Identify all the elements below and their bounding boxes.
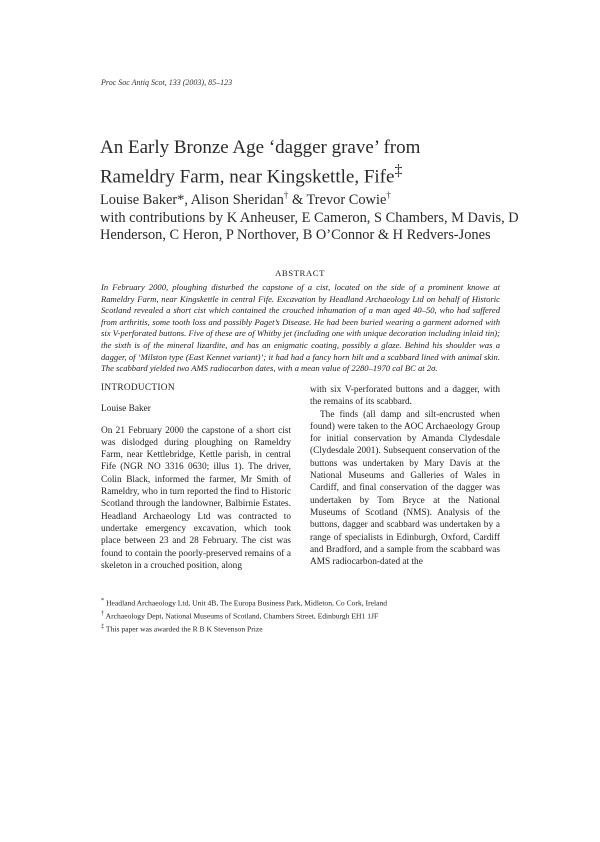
author-name: Trevor Cowie — [306, 191, 387, 208]
contributors: with contributions by K Anheuser, E Cameron, S Chambers, M Davis, D Henderson, C Heron, P Northover, B O’Connor & H Redvers-Jones — [100, 209, 519, 244]
author-footnote-mark: † — [283, 190, 289, 200]
section-author: Louise Baker — [101, 404, 151, 415]
footnote-text: Archaeology Dept, National Museums of Scotland, Chambers Street, Edinburgh EH1 1JF — [104, 611, 379, 621]
author-footnote-mark: * — [177, 191, 185, 208]
body-paragraph: On 21 February 2000 the capstone of a short cist was dislodged during ploughing on Rameldry Farm, near Kettlebridge, Kettle parish, in central Fife (NGR NO 3316 0630; illus 1). The driver, Colin Black, informed the farmer, Mr Smith of Rameldry, who in turn reported the find to Historic Scotland through the landowner, Balbirnie Estates. Headland Archaeology Ltd was contracted to undertake emergency excavation, which took place between 23 and 28 February. The cist was found to contain the poorly-preserved remains of a skeleton in a crouched position, along — [101, 425, 291, 571]
footnote-text: Headland Archaeology Ltd, Unit 4B, The Europa Business Park, Midleton, Co Cork, Ireland — [104, 598, 388, 608]
footnote — [101, 622, 521, 635]
body-paragraph: The finds (all damp and silt-encrusted when found) were taken to the AOC Archaeology Group for initial conservation by Amanda Clydesdale (Clydesdale 2001). Subsequent conservation of the buttons was undertaken by Mary Davis at the National Museums and Galleries of Wales in Cardiff, and final conservation of the dagger was undertaken by Tom Bryce at the National Museums of Scotland (NMS). Analysis of the buttons, dagger and scabbard was undertaken by a range of specialists in Edinburgh, Oxford, Cardiff and Bradford, and a sample from the scabbard was AMS radiocarbon-dated at the — [310, 409, 500, 568]
footnote-mark: ‡ — [101, 622, 105, 630]
footnote-mark: † — [101, 609, 105, 617]
section-heading: INTRODUCTION — [101, 383, 175, 393]
body-paragraph: with six V-perforated buttons and a dagger, with the remains of its scabbard. — [310, 385, 500, 408]
left-column — [101, 382, 291, 572]
journal-citation: Proc Soc Antiq Scot, 133 (2003), 85–123 — [101, 78, 233, 87]
footnote — [101, 609, 521, 622]
footnote-text: This paper was awarded the R B K Stevenson Prize — [104, 624, 263, 634]
author-joiner: & — [288, 191, 307, 208]
author-name: Alison Sheridan — [190, 191, 284, 208]
footnote — [101, 596, 521, 609]
author-name: Louise Baker — [100, 191, 178, 208]
right-column — [310, 384, 500, 568]
footnote-mark: * — [101, 597, 105, 604]
title-text: An Early Bronze Age ‘dagger grave’ from Rameldry Farm, near Kingskettle, Fife — [100, 137, 421, 188]
author-footnote-mark: † — [386, 190, 391, 200]
author-list: Louise Baker*, Alison Sheridan† & Trevor Cowie† with contributions by K Anheuser, E Cameron, S Chambers, M Davis, D Henderson, C Heron, P Northover, B O’Connor & H Redvers-Jones — [100, 190, 519, 244]
abstract-heading: ABSTRACT — [275, 268, 325, 278]
footnotes — [101, 596, 521, 634]
article-title — [100, 136, 500, 188]
abstract-text: In February 2000, ploughing disturbed the capstone of a cist, located on the side of a prominent knowe at Rameldry Farm, near Kingskettle in central Fife. Excavation by Headland Archaeology Ltd on behalf of Historic Scotland revealed a short cist which contained the crouched inhumation of a man aged 40–50, who had suffered from arthritis, some tooth loss and possibly Paget’s Disease. He had been buried wearing a garment adorned with six V-perforated buttons. Five of these are of Whitby jet (including one with unique decoration including inlaid tin); the sixth is of the mineral lizardite, and has an enigmatic coating, possibly a glaze. Behind his shoulder was a dagger, of ‘Milston type (East Kennet variant)’; it had had a fancy horn hilt and a scabbard lined with animal skin. The scabbard yielded two AMS radiocarbon dates, with a mean value of 2280–1970 cal BC at 2σ. — [101, 282, 500, 374]
title-footnote-mark: ‡ — [394, 162, 403, 179]
